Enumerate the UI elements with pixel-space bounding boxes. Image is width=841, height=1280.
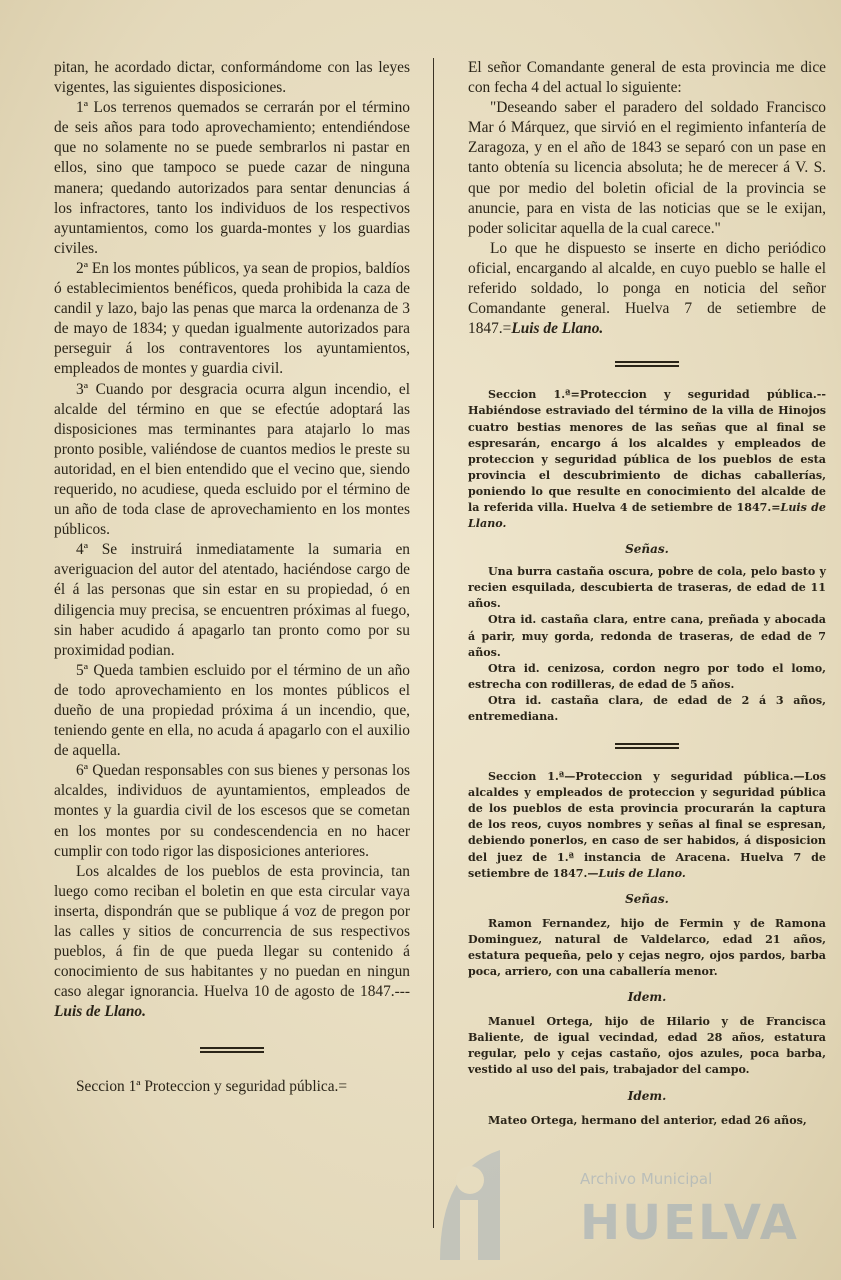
paragraph-rule-6: 6ª Quedan responsables con sus bienes y personas los alcaldes, individuos de ayuntamientos, empleados de montes y la guardia civil de los escesos que se cometan en los montes por su condescendencia en no hacer cumplir con todo rigor las disposiciones anteriores. xyxy=(54,762,410,860)
notice-fugitives-text xyxy=(468,769,826,882)
footer-heading: Seccion 1ª Proteccion y seguridad pública.= xyxy=(76,1077,348,1095)
notice-animals-text xyxy=(468,387,826,532)
idem-heading: Idem. xyxy=(627,1088,667,1103)
commander-notice xyxy=(468,58,826,339)
paragraph-rule-2: 2ª En los montes públicos, ya sean de propios, baldíos ó establecimientos benéficos, queda prohibida la caza de candil y lazo, bajo las penas que marca la ordenanza de 3 de mayo de 1834; y quedan igualmente autorizados para perseguir á los contraventores los ayuntamientos, empleados de montes y guardia civil. xyxy=(54,259,410,378)
commander-closing xyxy=(468,239,826,339)
signature: Luis de Llano. xyxy=(598,866,686,880)
list-item: Otra id. castaña clara, entre cana, preñada y abocada á parir, muy gorda, redonda de traseras, de edad de 7 años. xyxy=(468,613,826,659)
paragraph-closing xyxy=(54,862,410,1023)
paragraph-rule-5: 5ª Queda tambien escluido por el término de un año de todo aprovechamiento en los montes públicos el dueño de una propiedad próxima á un incendio, que, teniendo gente en ella, no acuda á apagarlo con el auxilio de aquella. xyxy=(54,661,410,760)
idem-heading: Idem. xyxy=(627,990,667,1005)
notice-fugitives xyxy=(468,769,826,1129)
person-description: Mateo Ortega, hermano del anterior, edad 26 años, xyxy=(488,1113,807,1127)
commander-quote: "Deseando saber el paradero del soldado Francisco Mar ó Márquez, que sirvió en el regimiento infantería de Zaragoza, y en el año de 1843 se separó con un pase en tanto obtenía su licencia absoluta; he de merecer á V. S. que por medio del boletin oficial de la provincia se anuncie, para en vista de las noticias que se le exijan, poder solicitar aquella de la cual carece." xyxy=(468,99,826,237)
commander-intro: El señor Comandante general de esta provincia me dice con fecha 4 del actual lo siguiente: xyxy=(468,59,826,97)
paragraph-rule-1: 1ª Los terrenos quemados se cerrarán por el término de seis años para todo aprovechamiento; entendiéndose que no solamente no se puede sembrarlos ni pastar en ellos, sino que tampoco se puede cazar de ninguna manera; quedando autorizados para sentar denuncias á los infractores, tanto los individuos de los respectivos ayuntamientos, como los guarda-montes y los guardias civiles. xyxy=(54,99,410,257)
signature: Luis de Llano. xyxy=(468,500,826,531)
notice-animals-body: Seccion 1.ª=Proteccion y seguridad pública.--Habiéndose estraviado del término de la villa de Hinojos cuatro bestias menores de las señas que al final se espresarán, encargo á los alcaldes y empleados de proteccion y seguridad pública de los pueblos de esta provincia el descubrimiento de dichas caballerías, poniendo lo que resulte en conocimiento del alcalde de la referida villa. Huelva 4 de setiembre de 1847.= xyxy=(468,388,826,514)
closing-text: Los alcaldes de los pueblos de esta provincia, tan luego como reciban el boletin en que esta circular vaya inserta, dispondrán que se publique á voz de pregon por las calles y sitios de concurrencia de sus respectivos pueblos, á fin de que pueda llegar su contenido á conocimiento de sus habitantes y no puedan en ningun caso alegar ignorancia. Huelva 10 de agosto de 1847.--- xyxy=(54,862,410,1001)
list-item: Otra id. castaña clara, de edad de 2 á 3 años, entremediana. xyxy=(468,693,826,723)
column-divider xyxy=(433,58,434,1228)
watermark-subtext: Archivo Municipal xyxy=(580,1170,713,1188)
person-description: Ramon Fernandez, hijo de Fermin y de Ramona Dominguez, natural de Valdelarco, edad 21 años, estatura pequeña, pelo y cejas negro, ojos pardos, barba poca, arriero, con una caballería menor. xyxy=(468,916,826,979)
section-separator xyxy=(615,361,679,367)
person-description: Manuel Ortega, hijo de Hilario y de Francisca Baliente, de igual vecindad, edad 28 años, estatura regular, pelo y cejas castaño, ojos azules, poca barba, vestido al uso del pais, trabajador del campo. xyxy=(468,1015,826,1077)
notice-animals xyxy=(468,387,826,725)
list-item: Una burra castaña oscura, pobre de cola, pelo basto y recien esquilada, descubierta de traseras, de edad de 11 años. xyxy=(468,565,826,611)
section-separator xyxy=(615,743,679,749)
paragraph-rule-4: 4ª Se instruirá inmediatamente la sumaria en averiguacion del autor del atentado, haciéndose cargo de él á las personas que sin estar en su propiedad, ó en diligencia muy precisa, se encuentren próximas al fuego, sin haber acudido á apagarlo tan pronto como por su proximidad podian. xyxy=(54,541,410,659)
senas-heading: Señas. xyxy=(625,542,669,557)
senas-heading: Señas. xyxy=(625,891,669,906)
notice-fugitives-body: Seccion 1.ª—Proteccion y seguridad pública.—Los alcaldes y empleados de proteccion y seguridad pública de los pueblos de esta provincia procurarán la captura de los reos, cuyos nombres y señas al final se espresan, debiendo ponerlos, en caso de ser habidos, á disposicion del juez de 1.ª instancia de Aracena. Huelva 7 de setiembre de 1847.— xyxy=(468,770,826,880)
commander-closing-text: Lo que he dispuesto se inserte en dicho periódico oficial, encargando al alcalde, en cuyo pueblo se halle el referido soldado, lo ponga en noticia del señor Comandante general. Huelva 7 de setiembre de 1847.= xyxy=(468,239,826,338)
paragraph-intro: pitan, he acordado dictar, conformándome con las leyes vigentes, las siguientes disposiciones. xyxy=(54,59,410,97)
list-item: Otra id. cenizosa, cordon negro por todo el lomo, estrecha con rodilleras, de edad de 5 años. xyxy=(468,661,826,691)
watermark-text: HUELVA xyxy=(580,1195,799,1251)
right-column xyxy=(468,58,826,1129)
signature: Luis de Llano. xyxy=(511,320,604,338)
signature: Luis de Llano. xyxy=(54,1003,146,1021)
section-separator xyxy=(200,1047,264,1053)
left-column xyxy=(54,58,410,1097)
paragraph-rule-3: 3ª Cuando por desgracia ocurra algun incendio, el alcalde del término en que se efectúe adoptará las disposiciones mas terminantes para atajarlo lo mas pronto posible, valiéndose de cuantos medios le preste su autoridad, en el bien entendido que el vecino que, siendo requerido, no acudiese, queda escluido por el término de un año de toda clase de aprovechamiento en los montes públicos. xyxy=(54,380,410,539)
